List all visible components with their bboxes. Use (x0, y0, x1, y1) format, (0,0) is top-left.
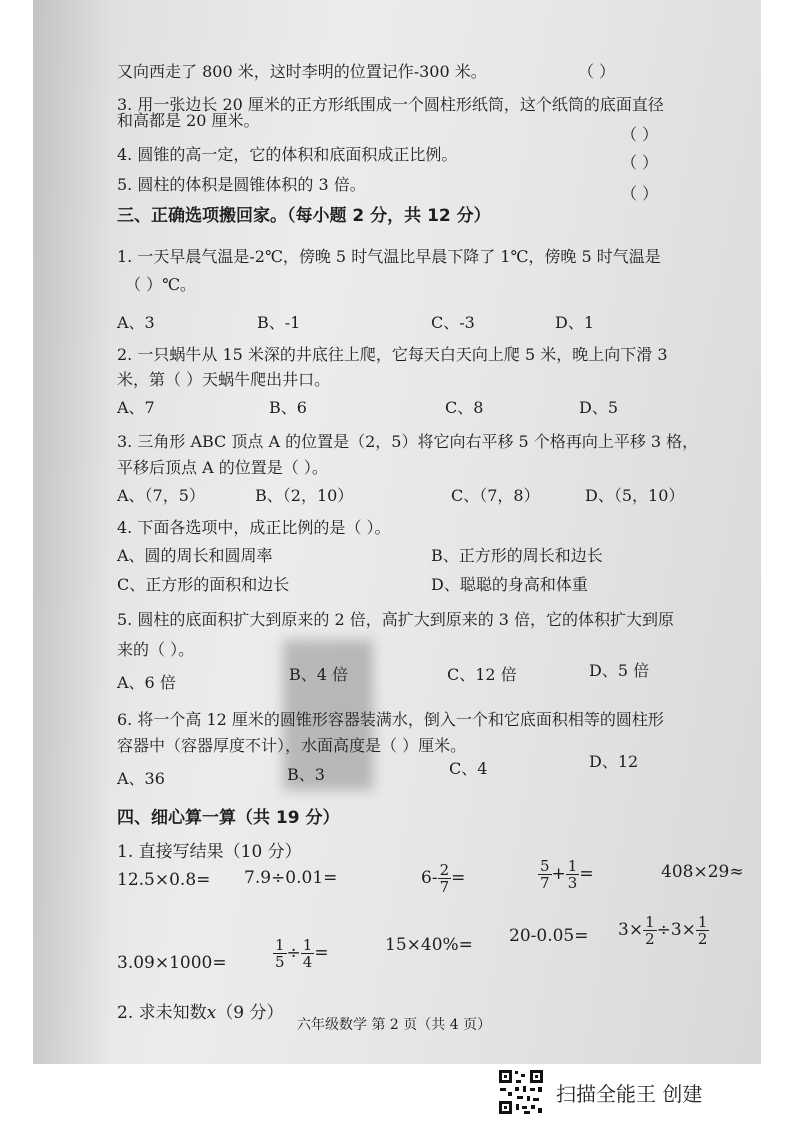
option-b: B、-1 (257, 313, 301, 332)
unknown-title: 2. 求未知数x（9 分） (117, 1003, 284, 1023)
page-footer: 六年级数学 第 2 页（共 4 页） (297, 1017, 492, 1033)
calc-item: 20-0.05= (509, 926, 589, 946)
option-d: D、5 (579, 398, 619, 417)
answer-paren: （ ） (621, 125, 659, 144)
mc-question-3: 3. 三角形 ABC 顶点 A 的位置是（2，5）将它向右平移 5 个格再向上平移 3 格， (117, 432, 699, 451)
option-a: A、（7，5） (117, 486, 205, 505)
calc-item: 7.9÷0.01= (244, 868, 338, 888)
mc-question-1: 1. 一天早晨气温是-2℃，傍晚 5 时气温比早晨下降了 1℃，傍晚 5 时气温是 (117, 247, 661, 266)
answer-paren: （ ） (621, 184, 659, 203)
calc-item: $\frac{5}{7}$ + $\frac{1}{3}$ = (540, 857, 594, 892)
fraction: $\frac{5}{7}$ (540, 857, 550, 892)
calc-item: 3.09×1000= (117, 953, 227, 973)
option-c: C、12 倍 (447, 665, 517, 684)
option-d: D、5 倍 (589, 661, 650, 680)
mc-question-2: 2. 一只蜗牛从 15 米深的井底往上爬，它每天白天向上爬 5 米，晚上向下滑 3 (117, 345, 668, 364)
page-shadow-left (33, 0, 113, 1064)
calc-item: 408×29≈ (661, 862, 744, 882)
option-c: C、-3 (431, 313, 475, 332)
option-a: A、6 倍 (117, 673, 176, 692)
option-b: B、（2，10） (255, 486, 354, 505)
answer-paren: （ ） (621, 153, 659, 172)
option-c: C、（7，8） (451, 486, 540, 505)
fraction: $\frac{1}{3}$ (567, 857, 578, 892)
option-b: B、正方形的周长和边长 (431, 546, 603, 565)
tf-question-4: 4. 圆锥的高一定，它的体积和底面积成正比例。 (117, 145, 458, 164)
option-a: A、36 (117, 769, 165, 788)
fraction: $\frac{1}{2}$ (697, 913, 708, 948)
option-b: B、6 (269, 398, 307, 417)
mc-question-1-cont: （ ）℃。 (125, 275, 196, 294)
option-d: D、（5，10） (585, 486, 685, 505)
calc-title: 1. 直接写结果（10 分） (117, 842, 302, 862)
mc-question-5: 5. 圆柱的底面积扩大到原来的 2 倍，高扩大到原来的 3 倍，它的体积扩大到原 (117, 610, 675, 629)
option-d: D、12 (589, 752, 639, 771)
option-b: B、3 (287, 765, 325, 784)
mc-question-5-cont: 来的（ ）。 (117, 640, 195, 659)
calc-item: 6- $\frac{2}{7}$ = (421, 861, 466, 896)
tf-question-3: 3. 用一张边长 20 厘米的正方形纸围成一个圆柱形纸筒，这个纸筒的底面直径 (117, 95, 664, 114)
option-b: B、4 倍 (289, 665, 349, 684)
fraction: $\frac{1}{5}$ (275, 936, 285, 971)
section-3-title: 三、正确选项搬回家。（每小题 2 分，共 12 分） (117, 206, 491, 226)
section-4-title: 四、细心算一算（共 19 分） (117, 808, 340, 828)
answer-paren: （ ） (578, 62, 616, 81)
scanner-brand: 扫描全能王 创建 (556, 1082, 703, 1106)
mc-question-3-cont: 平移后顶点 A 的位置是（ ）。 (117, 458, 328, 477)
option-a: A、圆的周长和圆周率 (117, 546, 273, 565)
fraction: $\frac{1}{4}$ (302, 936, 313, 971)
qr-code-icon (497, 1068, 545, 1116)
variable-x: x (206, 1003, 217, 1023)
option-d: D、1 (555, 313, 595, 332)
option-a: A、3 (117, 313, 155, 332)
option-c: C、8 (445, 398, 484, 417)
option-a: A、7 (117, 398, 155, 417)
tf-question-3-cont: 和高都是 20 厘米。 (117, 111, 260, 130)
exam-page (33, 0, 761, 1064)
fraction: $\frac{2}{7}$ (439, 861, 450, 896)
tf-question-5: 5. 圆柱的体积是圆锥体积的 3 倍。 (117, 175, 366, 194)
calc-item: $\frac{1}{5}$ ÷ $\frac{1}{4}$ = (275, 936, 329, 971)
mc-question-4: 4. 下面各选项中，成正比例的是（ ）。 (117, 518, 391, 537)
option-d: D、聪聪的身高和体重 (431, 575, 588, 594)
option-c: C、正方形的面积和边长 (117, 575, 290, 594)
calc-item: 3× $\frac{1}{2}$ ÷3× $\frac{1}{2}$ (618, 913, 708, 948)
mc-question-6: 6. 将一个高 12 厘米的圆锥形容器装满水，倒入一个和它底面积相等的圆柱形 (117, 710, 664, 729)
mc-question-6-cont: 容器中（容器厚度不计），水面高度是（ ）厘米。 (117, 736, 467, 755)
calc-item: 15×40%= (385, 935, 473, 955)
calc-item: 12.5×0.8= (117, 870, 211, 890)
line-intro: 又向西走了 800 米，这时李明的位置记作-300 米。 (117, 62, 487, 81)
fraction: $\frac{1}{2}$ (645, 913, 655, 948)
option-c: C、4 (449, 759, 488, 778)
mc-question-2-cont: 米，第（ ）天蜗牛爬出井口。 (117, 370, 331, 389)
